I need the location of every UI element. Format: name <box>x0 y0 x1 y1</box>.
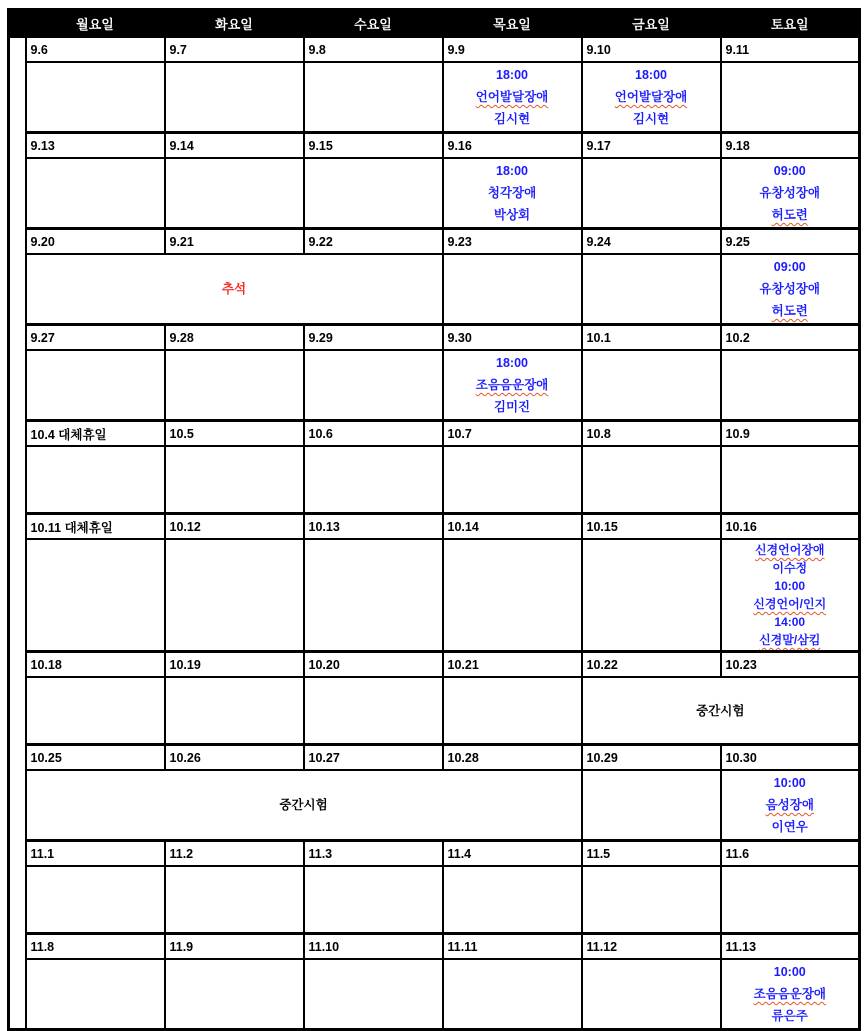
date-cell[interactable]: 9.18 <box>721 133 860 159</box>
event-line: 10:00 <box>773 776 806 790</box>
empty-event-cell[interactable] <box>165 539 304 652</box>
event-row <box>9 158 860 229</box>
date-cell[interactable]: 9.8 <box>304 37 443 63</box>
date-cell[interactable]: 10.25 <box>26 745 165 771</box>
header-monday: 월요일 <box>26 10 165 37</box>
date-cell[interactable]: 9.27 <box>26 325 165 351</box>
empty-event-cell[interactable] <box>26 677 165 745</box>
date-cell[interactable]: 10.21 <box>443 652 582 678</box>
event-line: 유창성장애 <box>759 186 820 200</box>
event-line: 신경말/삼킴 <box>759 633 821 647</box>
empty-event-cell[interactable] <box>443 254 582 325</box>
event-line: 18:00 <box>635 68 667 82</box>
date-row <box>9 841 860 867</box>
date-cell[interactable]: 9.10 <box>582 37 721 63</box>
empty-event-cell[interactable] <box>165 158 304 229</box>
event-line: 조음음운장애 <box>475 378 549 392</box>
empty-event-cell[interactable] <box>304 866 443 934</box>
date-cell[interactable]: 11.12 <box>582 934 721 960</box>
event-line: 류은주 <box>771 1009 808 1023</box>
date-row <box>9 133 860 159</box>
date-cell[interactable]: 9.15 <box>304 133 443 159</box>
empty-event-cell[interactable] <box>443 959 582 1030</box>
empty-event-cell[interactable] <box>165 866 304 934</box>
event-line: 김미진 <box>493 400 531 414</box>
event-line: 중간시험 <box>279 798 328 812</box>
event-cell[interactable] <box>443 158 582 229</box>
date-cell[interactable]: 10.7 <box>443 421 582 447</box>
empty-event-cell[interactable] <box>721 62 860 133</box>
empty-event-cell[interactable] <box>582 770 721 841</box>
event-line: 이수정 <box>772 561 808 575</box>
date-row <box>9 229 860 255</box>
empty-event-cell[interactable] <box>26 62 165 133</box>
event-line: 10:00 <box>774 579 806 593</box>
empty-event-cell[interactable] <box>721 866 860 934</box>
date-cell[interactable]: 10.11 대체휴일 <box>26 514 165 540</box>
date-row <box>9 652 860 678</box>
empty-event-cell[interactable] <box>582 446 721 514</box>
date-cell[interactable]: 10.20 <box>304 652 443 678</box>
empty-event-cell[interactable] <box>165 350 304 421</box>
empty-event-cell[interactable] <box>165 446 304 514</box>
event-cell[interactable] <box>443 62 582 133</box>
date-cell[interactable]: 9.30 <box>443 325 582 351</box>
event-line: 이연우 <box>771 820 808 834</box>
event-line: 14:00 <box>774 615 806 629</box>
date-row <box>9 421 860 447</box>
event-line: 신경언어장애 <box>754 543 825 557</box>
date-cell[interactable]: 10.30 <box>721 745 860 771</box>
date-cell[interactable]: 9.24 <box>582 229 721 255</box>
empty-event-cell[interactable] <box>304 959 443 1030</box>
date-row <box>9 37 860 63</box>
event-line: 중간시험 <box>696 703 745 718</box>
event-row <box>9 770 860 841</box>
header-wednesday: 수요일 <box>304 10 443 37</box>
date-row <box>9 325 860 351</box>
weekday-header-row <box>9 10 860 37</box>
date-cell[interactable]: 11.8 <box>26 934 165 960</box>
date-cell[interactable]: 11.10 <box>304 934 443 960</box>
event-cell[interactable] <box>721 770 860 841</box>
date-cell[interactable]: 10.9 <box>721 421 860 447</box>
schedule-table <box>7 8 861 1031</box>
event-cell[interactable] <box>721 158 860 229</box>
header-saturday: 토요일 <box>721 10 860 37</box>
empty-event-cell[interactable] <box>304 350 443 421</box>
date-cell[interactable]: 10.29 <box>582 745 721 771</box>
date-cell[interactable]: 9.28 <box>165 325 304 351</box>
date-cell[interactable]: 10.4 대체휴일 <box>26 421 165 447</box>
event-cell[interactable] <box>443 350 582 421</box>
empty-event-cell[interactable] <box>26 446 165 514</box>
date-cell[interactable]: 9.29 <box>304 325 443 351</box>
event-line: 18:00 <box>496 164 528 178</box>
event-line: 언어발달장애 <box>475 90 549 104</box>
empty-event-cell[interactable] <box>165 677 304 745</box>
event-row <box>9 539 860 652</box>
event-row <box>9 959 860 1030</box>
event-line: 언어발달장애 <box>614 90 688 104</box>
date-cell[interactable]: 10.23 <box>721 652 860 678</box>
date-cell[interactable]: 9.6 <box>26 37 165 63</box>
date-row <box>9 514 860 540</box>
date-cell[interactable]: 9.11 <box>721 37 860 63</box>
date-cell[interactable]: 10.22 <box>582 652 721 678</box>
date-cell[interactable]: 9.7 <box>165 37 304 63</box>
date-cell[interactable]: 9.23 <box>443 229 582 255</box>
empty-event-cell[interactable] <box>443 539 582 652</box>
date-cell[interactable]: 11.9 <box>165 934 304 960</box>
date-cell[interactable]: 9.13 <box>26 133 165 159</box>
empty-event-cell[interactable] <box>304 677 443 745</box>
empty-event-cell[interactable] <box>582 158 721 229</box>
header-thursday: 목요일 <box>443 10 582 37</box>
date-cell[interactable]: 10.8 <box>582 421 721 447</box>
date-cell[interactable]: 9.21 <box>165 229 304 255</box>
event-row <box>9 446 860 514</box>
date-cell[interactable]: 11.4 <box>443 841 582 867</box>
empty-event-cell[interactable] <box>582 254 721 325</box>
date-cell[interactable]: 9.9 <box>443 37 582 63</box>
empty-event-cell[interactable] <box>304 62 443 133</box>
event-row <box>9 866 860 934</box>
empty-event-cell[interactable] <box>721 446 860 514</box>
event-row <box>9 350 860 421</box>
date-cell[interactable]: 10.26 <box>165 745 304 771</box>
event-cell[interactable] <box>582 677 860 745</box>
date-cell[interactable]: 9.22 <box>304 229 443 255</box>
header-corner-cell <box>9 10 26 37</box>
date-row <box>9 934 860 960</box>
event-line: 박상회 <box>493 208 531 222</box>
date-row <box>9 745 860 771</box>
date-cell[interactable]: 9.25 <box>721 229 860 255</box>
event-cell[interactable] <box>26 770 582 841</box>
date-cell[interactable]: 10.13 <box>304 514 443 540</box>
date-cell[interactable]: 11.6 <box>721 841 860 867</box>
event-line: 청각장애 <box>487 186 537 200</box>
event-line: 음성장애 <box>765 798 814 812</box>
date-cell[interactable]: 11.3 <box>304 841 443 867</box>
header-tuesday: 화요일 <box>165 10 304 37</box>
empty-event-cell[interactable] <box>165 959 304 1030</box>
empty-event-cell[interactable] <box>304 158 443 229</box>
event-line: 조음음운장애 <box>753 987 826 1001</box>
empty-event-cell[interactable] <box>304 539 443 652</box>
empty-event-cell[interactable] <box>304 446 443 514</box>
event-line: 허도련 <box>771 304 808 318</box>
event-cell[interactable] <box>721 254 860 325</box>
date-cell[interactable]: 10.6 <box>304 421 443 447</box>
empty-event-cell[interactable] <box>26 158 165 229</box>
event-line: 09:00 <box>773 260 806 274</box>
event-cell[interactable] <box>26 254 443 325</box>
date-cell[interactable]: 10.18 <box>26 652 165 678</box>
event-cell[interactable] <box>582 62 721 133</box>
event-line: 10:00 <box>773 965 806 979</box>
empty-event-cell[interactable] <box>26 959 165 1030</box>
empty-event-cell[interactable] <box>26 350 165 421</box>
event-line: 18:00 <box>496 68 528 82</box>
date-cell[interactable]: 9.16 <box>443 133 582 159</box>
event-row <box>9 677 860 745</box>
date-cell[interactable]: 11.2 <box>165 841 304 867</box>
empty-event-cell[interactable] <box>582 539 721 652</box>
date-cell[interactable]: 10.14 <box>443 514 582 540</box>
date-cell[interactable]: 10.27 <box>304 745 443 771</box>
date-cell[interactable]: 11.1 <box>26 841 165 867</box>
event-cell[interactable] <box>721 539 860 652</box>
date-cell[interactable]: 11.5 <box>582 841 721 867</box>
date-cell[interactable]: 10.12 <box>165 514 304 540</box>
empty-event-cell[interactable] <box>165 62 304 133</box>
empty-event-cell[interactable] <box>443 446 582 514</box>
date-cell[interactable]: 11.11 <box>443 934 582 960</box>
left-margin-column <box>9 37 26 1030</box>
empty-event-cell[interactable] <box>443 866 582 934</box>
date-cell[interactable]: 10.16 <box>721 514 860 540</box>
event-line: 김시현 <box>632 112 670 126</box>
date-cell[interactable]: 9.17 <box>582 133 721 159</box>
event-line: 유창성장애 <box>759 282 820 296</box>
event-line: 김시현 <box>493 112 531 126</box>
date-cell[interactable]: 10.5 <box>165 421 304 447</box>
event-line: 신경언어/인지 <box>753 597 827 611</box>
empty-event-cell[interactable] <box>26 866 165 934</box>
event-line: 18:00 <box>496 356 528 370</box>
header-friday: 금요일 <box>582 10 721 37</box>
empty-event-cell[interactable] <box>582 959 721 1030</box>
date-cell[interactable]: 9.14 <box>165 133 304 159</box>
event-line: 추석 <box>221 282 247 296</box>
empty-event-cell[interactable] <box>26 539 165 652</box>
event-line: 09:00 <box>773 164 806 178</box>
empty-event-cell[interactable] <box>721 350 860 421</box>
date-cell[interactable]: 10.2 <box>721 325 860 351</box>
date-cell[interactable]: 9.20 <box>26 229 165 255</box>
event-cell[interactable] <box>721 959 860 1030</box>
event-line: 허도련 <box>771 208 808 222</box>
date-cell[interactable]: 10.28 <box>443 745 582 771</box>
date-cell[interactable]: 10.1 <box>582 325 721 351</box>
event-row <box>9 62 860 133</box>
event-row <box>9 254 860 325</box>
date-cell[interactable]: 10.19 <box>165 652 304 678</box>
empty-event-cell[interactable] <box>443 677 582 745</box>
empty-event-cell[interactable] <box>582 350 721 421</box>
date-cell[interactable]: 10.15 <box>582 514 721 540</box>
date-cell[interactable]: 11.13 <box>721 934 860 960</box>
empty-event-cell[interactable] <box>582 866 721 934</box>
